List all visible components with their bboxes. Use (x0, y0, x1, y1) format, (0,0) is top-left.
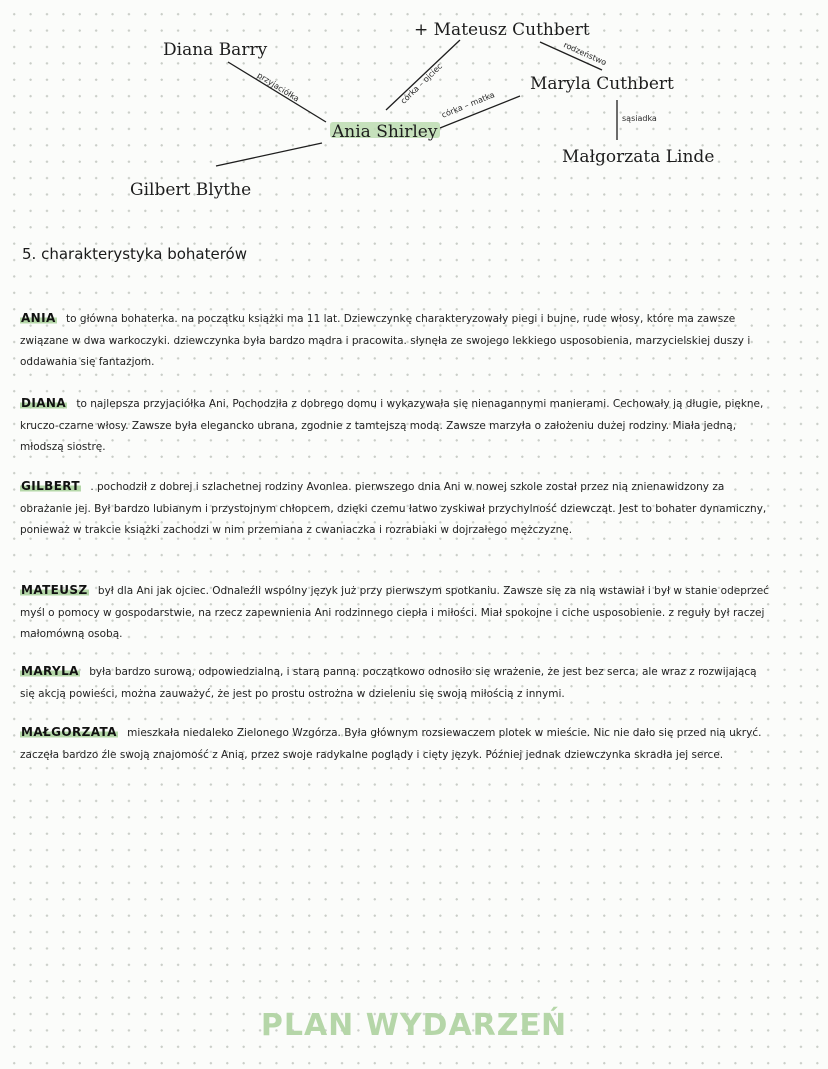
character-name: MAŁGORZATA (21, 725, 117, 739)
relation-przyjaciolka: przyjaciółka (255, 70, 301, 104)
section-heading (22, 245, 247, 263)
character-name: ANIA (21, 311, 56, 325)
relation-corka-ojciec: córka – ojciec (398, 61, 445, 106)
node-malgorzata: Małgorzata Linde (562, 147, 715, 167)
character-mateusz (20, 580, 772, 646)
character-name: DIANA (21, 396, 67, 410)
character-diana (20, 393, 772, 459)
line-gilbert-ania (216, 143, 322, 166)
character-description: to główna bohaterka. na początku książki ma 11 lat. Dziewczynkę charakteryzowały piegi i bujne, rude włosy, które ma zawsze związane w dwa warkoczyki. dziewczynka była bardzo mądra i pracowita. słynęła ze swojego lekkiego usposobienia, marzycielskiej duszy i oddawania się fantazjom. (20, 313, 751, 368)
node-diana: Diana Barry (163, 40, 268, 60)
character-name: GILBERT (21, 479, 80, 493)
node-ania: Ania Shirley (332, 122, 438, 142)
next-section-title: PLAN WYDARZEŃ (260, 1008, 568, 1043)
relation-sasiadka: sąsiadka (622, 114, 657, 123)
relation-corka-matka: córka – matka (440, 90, 496, 120)
node-mateusz: + Mateusz Cuthbert (414, 20, 590, 40)
character-maryla (20, 661, 772, 705)
character-description: był dla Ani jak ojciec. Odnaleźli wspólny język już przy pierwszym spotkaniu. Zawsze się za nią wstawiał i był w stanie odeprzeć myśl o pomocy w gospodarstwie, na rzecz zapewnienia Ani rodzinnego ciepła i miłości. Miał spokojne i ciche usposobienie. z reguły był raczej małomówną osobą. (20, 585, 769, 640)
character-description: mieszkała niedaleko Zielonego Wzgórza. Była głównym rozsiewaczem plotek w mieście. Nic nie dało się przed nią ukryć. zaczęła bardzo źle swoją znajomość z Anią, przez swoje radykalne poglądy i cięty język. Później jednak dziewczynka skradła jej serce. (20, 727, 762, 761)
node-maryla: Maryla Cuthbert (530, 74, 674, 94)
character-description: . pochodził z dobrej i szlachetnej rodziny Avonlea. pierwszego dnia Ani w nowej szkole został przez nią znienawidzony za obrażanie jej. Był bardzo lubianym i przystojnym chłopcem, dzięki czemu łatwo zyskiwał przychylność dziewcząt. Jest to bohater dynamiczny, ponieważ w trakcie książki zachodzi w nim przemiana z cwaniaczka i rozrabiaki w dojrzałego mężczyznę. (20, 481, 767, 536)
section-number: 5. (22, 245, 37, 263)
relation-rodzenstwo: rodzeństwo (562, 40, 608, 68)
character-malgorzata (20, 722, 772, 766)
character-name: MARYLA (21, 664, 79, 678)
character-name: MATEUSZ (21, 583, 88, 597)
character-description: to najlepsza przyjaciółka Ani. Pochodziła z dobrego domu i wykazywała się nienagannymi manierami. Cechowały ją długie, piękne, kruczo-czarne włosy. Zawsze była elegancko ubrana, zgodnie z tamtejszą modą. Zawsze marzyła o założeniu dużej rodziny. Miała jedną, młodszą siostrę. (20, 398, 764, 453)
character-gilbert (20, 476, 772, 542)
section-title: charakterystyka bohaterów (41, 245, 247, 263)
character-description: była bardzo surową, odpowiedzialną, i starą panną. początkowo odnosiło się wrażenie, że jest bez serca, ale wraz z rozwijającą się akcją powieści, można zauważyć, że jest po prostu ostrożna w dzieleniu się swoją miłością z innymi. (20, 666, 757, 700)
character-ania (20, 308, 772, 374)
node-gilbert: Gilbert Blythe (130, 180, 252, 200)
